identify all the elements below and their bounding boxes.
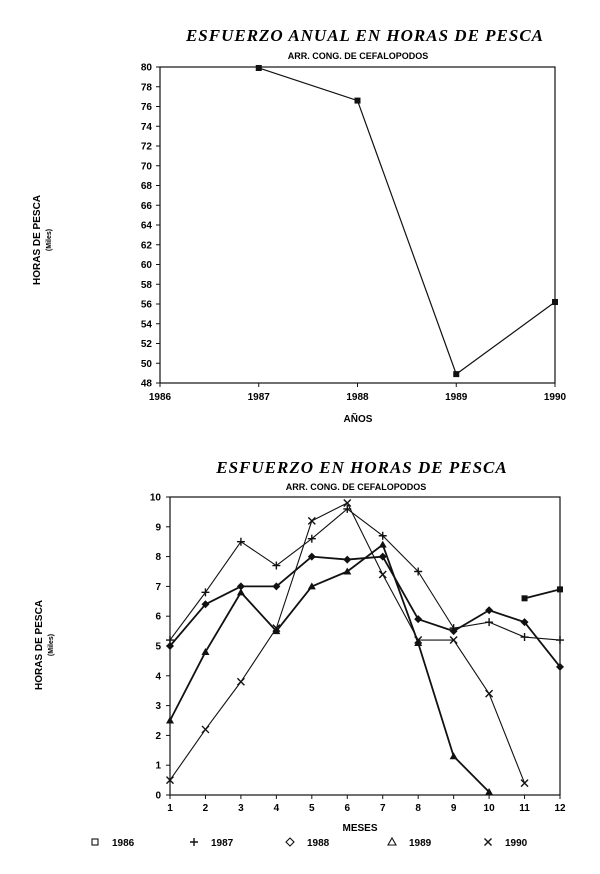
chart2-y-tick-label: 6	[155, 611, 161, 623]
chart1-x-tick-label: 1989	[445, 392, 468, 403]
chart1-plot-frame	[160, 67, 555, 383]
chart1-x-tick-label: 1986	[148, 392, 172, 403]
legend-marker-1990	[485, 839, 492, 846]
chart2-y-tick-label: 2	[155, 730, 161, 742]
chart2-y-tick-label: 8	[155, 552, 161, 564]
chart2-y-tick-label: 4	[155, 671, 161, 683]
chart2-data-point-1987	[237, 538, 245, 546]
legend-label-1988: 1988	[307, 838, 330, 849]
chart2-y-tick-label: 7	[155, 581, 161, 593]
chart2-data-point-1990	[379, 571, 386, 578]
chart1-series-line	[259, 68, 555, 374]
chart1-y-tick-label: 58	[140, 279, 152, 291]
chart2-x-tick-label: 9	[450, 803, 457, 814]
chart2-series-line-1989	[170, 545, 489, 792]
chart2-x-tick-label: 6	[344, 803, 351, 814]
chart2-data-point-1990	[308, 517, 315, 524]
chart2-data-point-1990	[486, 690, 493, 697]
chart2-subtitle: ARR. CONG. DE CEFALOPODOS	[285, 482, 427, 492]
chart2-data-point-1990	[237, 678, 244, 685]
chart2-data-point-1987	[485, 618, 493, 626]
chart2-plot-frame	[170, 497, 560, 795]
chart2-y-tick-label: 3	[155, 701, 161, 713]
chart1-y-tick-label: 62	[140, 240, 152, 252]
chart2-x-tick-label: 8	[415, 803, 421, 814]
chart2-data-point-1989	[166, 717, 174, 724]
legend-marker-1989	[388, 838, 396, 845]
chart1-data-point	[453, 371, 459, 377]
chart1-title: ESFUERZO ANUAL EN HORAS DE PESCA	[185, 26, 545, 45]
chart1-y-tick-label: 54	[140, 319, 152, 331]
chart1-data-point	[355, 98, 361, 104]
chart1-x-axis-label: AÑOS	[343, 414, 373, 425]
chart1-y-tick-label: 74	[140, 121, 152, 133]
chart2-title: ESFUERZO EN HORAS DE PESCA	[216, 458, 508, 477]
chart2-y-tick-label: 5	[155, 641, 161, 653]
chart1-y-tick-label: 70	[140, 161, 152, 173]
chart2-y-axis-unit: (Miles)	[48, 633, 55, 657]
chart2-data-point-1987	[521, 633, 529, 641]
chart2-y-tick-label: 1	[155, 760, 161, 772]
chart2-y-tick-label: 0	[155, 790, 161, 802]
chart1-data-point	[256, 65, 262, 71]
chart2-x-tick-label: 12	[554, 803, 566, 814]
chart1-y-tick-label: 48	[140, 378, 152, 390]
chart1-y-tick-label: 50	[140, 358, 152, 370]
chart1-y-tick-label: 66	[140, 200, 152, 212]
legend-label-1989: 1989	[409, 838, 432, 849]
chart2-data-point-1987	[556, 636, 564, 644]
chart1-x-tick-label: 1987	[247, 392, 270, 403]
legend-label-1990: 1990	[505, 838, 528, 849]
chart1-x-tick-label: 1988	[346, 392, 369, 403]
chart2-x-tick-label: 5	[309, 803, 315, 814]
chart2-data-point-1989	[450, 752, 458, 759]
chart2-x-tick-label: 2	[202, 803, 209, 814]
chart2-y-tick-label: 10	[149, 492, 161, 504]
chart2-x-tick-label: 4	[273, 803, 280, 814]
chart1-y-axis-label: HORAS DE PESCA	[32, 194, 43, 286]
chart2-y-axis-label: HORAS DE PESCA	[34, 599, 45, 691]
chart2-data-point-1989	[237, 588, 245, 595]
chart1-y-tick-label: 76	[140, 102, 152, 113]
chart2-x-tick-label: 10	[483, 803, 495, 814]
chart1-y-tick-label: 78	[140, 82, 152, 94]
legend-marker-1986	[92, 839, 98, 845]
chart1-y-tick-label: 52	[140, 339, 152, 350]
chart1-y-tick-label: 80	[140, 62, 152, 74]
chart1-data-point	[552, 299, 558, 305]
chart2-series-line-1987	[170, 509, 560, 640]
chart2-x-axis-label: MESES	[342, 823, 378, 834]
chart2-data-point-1987	[201, 588, 209, 596]
legend-label-1986: 1986	[112, 838, 135, 849]
chart1-y-tick-label: 56	[140, 299, 152, 311]
chart2-data-point-1988	[343, 556, 351, 564]
legend-marker-1988	[286, 838, 294, 846]
chart1-y-tick-label: 68	[140, 181, 152, 192]
chart2-series-line-1990	[170, 503, 525, 783]
chart2-data-point-1990	[521, 780, 528, 787]
legend-marker-1987	[190, 838, 198, 846]
chart2-data-point-1986	[557, 586, 563, 592]
chart1-x-tick-label: 1990	[543, 392, 567, 403]
chart2-data-point-1986	[522, 595, 528, 601]
chart2-data-point-1990	[202, 726, 209, 733]
chart1-y-tick-label: 64	[140, 220, 152, 232]
chart2-x-tick-label: 11	[519, 803, 530, 814]
chart2-data-point-1988	[414, 615, 422, 623]
chart1-y-axis-unit: (Miles)	[46, 228, 53, 252]
chart2-y-tick-label: 9	[155, 522, 161, 534]
chart1-subtitle: ARR. CONG. DE CEFALOPODOS	[287, 51, 429, 61]
chart2-data-point-1989	[379, 541, 387, 548]
chart1-y-tick-label: 60	[140, 260, 152, 271]
chart2-x-tick-label: 3	[238, 803, 244, 814]
chart2-x-tick-label: 1	[167, 803, 173, 814]
legend-label-1987: 1987	[211, 838, 234, 849]
chart2-data-point-1988	[485, 606, 493, 614]
chart1-y-tick-label: 72	[140, 141, 152, 153]
chart2-x-tick-label: 7	[379, 803, 386, 814]
chart2-series-line-1986	[525, 589, 560, 598]
